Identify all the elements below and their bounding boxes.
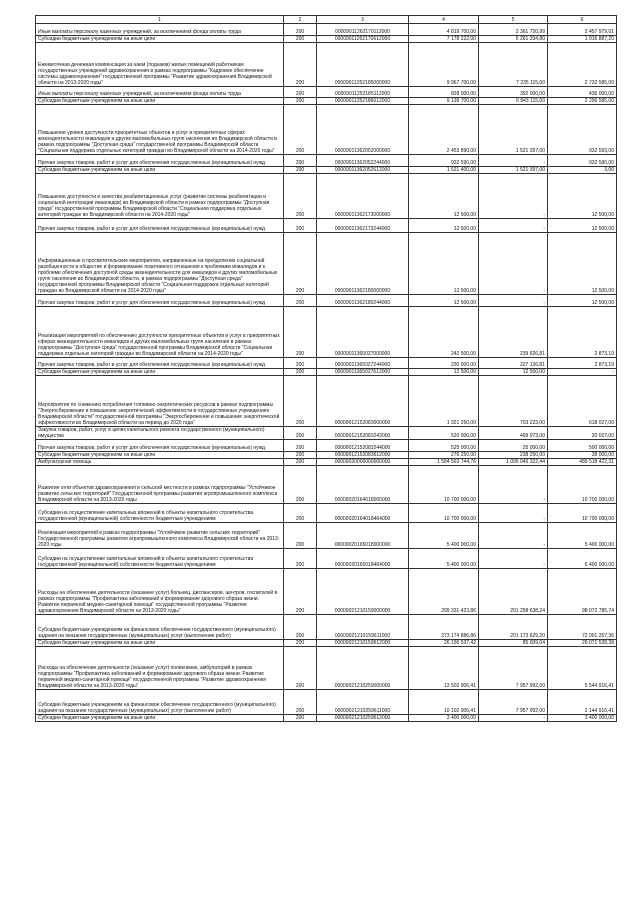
table-row xyxy=(36,219,617,233)
row-executed-cell: - xyxy=(479,523,548,549)
row-name-cell: Субсидии бюджетным учреждениям на иные цели xyxy=(36,36,284,43)
row-remaining-cell: 12 500,00 xyxy=(548,295,617,307)
row-code-cell: 00009011252186612000 xyxy=(317,98,409,105)
table-row xyxy=(36,615,617,640)
row-kvr-cell: 200 xyxy=(284,376,317,427)
row-code-cell: 00009012152083612000 xyxy=(317,452,409,459)
row-kvr-cell: 200 xyxy=(284,452,317,459)
row-executed-cell: 201 173 629,20 xyxy=(479,615,548,640)
row-code-cell: 00009020165018464000 xyxy=(317,549,409,569)
row-code-cell: 00009021210159000000 xyxy=(317,569,409,615)
row-executed-cell: 1 521 397,00 xyxy=(479,105,548,155)
row-approved-cell: 12 500,00 xyxy=(409,233,479,295)
row-code-cell: 00009011365027244000 xyxy=(317,358,409,369)
row-kvr-cell: 200 xyxy=(284,24,317,36)
row-executed-cell: 1 095 045 322,44 xyxy=(479,459,548,466)
row-name-cell: Субсидии бюджетным учреждениям на иные цели xyxy=(36,452,284,459)
row-approved-cell: 1 584 563 744,76 xyxy=(409,459,479,466)
row-remaining-cell: 12 500,00 xyxy=(548,219,617,233)
row-remaining-cell: 2 144 916,41 xyxy=(548,690,617,715)
row-name-cell: Прочая закупка товаров, работ и услуг для обеспечения государственных (муниципальных) нужд xyxy=(36,155,284,167)
row-code-cell: 00009012152083000000 xyxy=(317,376,409,427)
row-remaining-cell: 932 593,00 xyxy=(548,105,617,155)
table-row xyxy=(36,640,617,647)
row-code-cell: 00009012152083243000 xyxy=(317,427,409,440)
row-remaining-cell: 26 071 528,38 xyxy=(548,640,617,647)
row-kvr-cell: 200 xyxy=(284,105,317,155)
row-executed-cell: - xyxy=(479,219,548,233)
row-remaining-cell: 5 400 000,00 xyxy=(548,523,617,549)
row-kvr-cell: 200 xyxy=(284,358,317,369)
row-approved-cell: 525 000,00 xyxy=(409,440,479,452)
table-row xyxy=(36,155,617,167)
row-approved-cell: 4 819 700,00 xyxy=(409,24,479,36)
row-approved-cell: 7 178 222,00 xyxy=(409,36,479,43)
row-kvr-cell: 200 xyxy=(284,43,317,87)
row-approved-cell: 273 174 886,86 xyxy=(409,615,479,640)
row-name-cell: Субсидии на осуществление капитальных вложений в объекты капитального строительства государственной (муниципальной) собственности бюджетным учреждениям xyxy=(36,549,284,569)
row-executed-cell: 5 261 334,80 xyxy=(479,36,548,43)
table-row xyxy=(36,427,617,440)
row-code-cell: 00009011252185000000 xyxy=(317,43,409,87)
budget-report-page xyxy=(35,15,616,722)
row-code-cell: 00009011262170112000 xyxy=(317,24,409,36)
row-code-cell: 00009011362173000000 xyxy=(317,174,409,219)
row-kvr-cell: 200 xyxy=(284,640,317,647)
row-code-cell: 00009021210259612000 xyxy=(317,715,409,722)
table-row xyxy=(36,715,617,722)
row-approved-cell: 1 321 250,00 xyxy=(409,376,479,427)
row-name-cell: Расходы на обеспечение деятельности (оказание услуг) поликлиник, амбулаторий в рамках подпрограммы "Профилактика заболеваний и формирование здорового образа жизни. Развитие первичной медико-санитарной помощи" государственной программы "Развитие здравоохранения Владимирской области на 2013-2020 годы" xyxy=(36,647,284,690)
row-approved-cell: 299 331 423,86 xyxy=(409,569,479,615)
row-remaining-cell: - xyxy=(548,369,617,376)
table-row xyxy=(36,647,617,690)
row-approved-cell: 9 967 700,00 xyxy=(409,43,479,87)
row-code-cell: 00009020000000000000 xyxy=(317,459,409,466)
row-remaining-cell: 2 873,19 xyxy=(548,358,617,369)
row-kvr-cell: 200 xyxy=(284,233,317,295)
table-row xyxy=(36,440,617,452)
row-executed-cell: - xyxy=(479,155,548,167)
table-row xyxy=(36,358,617,369)
row-name-cell: Ежемесячная денежная компенсация за наем (поднаем) жилых помещений работникам государственных учреждений здравоохранения в рамках подпрограммы "Кадровое обеспечение системы здравоохранения" государственной программы "Развитие здравоохранения Владимирской области на 2013-2020 годы" xyxy=(36,43,284,87)
row-executed-cell: 392 000,00 xyxy=(479,87,548,98)
row-kvr-cell: 200 xyxy=(284,427,317,440)
row-executed-cell: - xyxy=(479,466,548,504)
row-executed-cell: 25 000,00 xyxy=(479,440,548,452)
row-approved-cell: 242 500,00 xyxy=(409,307,479,358)
row-name-cell: Субсидии бюджетным учреждениям на иные цели xyxy=(36,167,284,174)
row-approved-cell: 5 400 000,00 xyxy=(409,523,479,549)
row-name-cell: Амбулаторная помощь xyxy=(36,459,284,466)
row-executed-cell: - xyxy=(479,549,548,569)
table-row xyxy=(36,105,617,155)
row-name-cell: Реализация мероприятий в рамках подпрограммы "Устойчивое развитие сельских территорий" Государственной программы развития агропромышленного комплекса Владимирской области на 2013-2020 годы xyxy=(36,523,284,549)
table-body xyxy=(36,24,617,722)
row-remaining-cell: 12 500,00 xyxy=(548,174,617,219)
row-kvr-cell: 200 xyxy=(284,98,317,105)
budget-execution-table xyxy=(35,15,617,722)
row-name-cell: Иные выплаты персоналу казенных учреждений, за исключением фонда оплаты труда xyxy=(36,87,284,98)
row-approved-cell: 13 502 906,41 xyxy=(409,647,479,690)
row-kvr-cell: 200 xyxy=(284,523,317,549)
row-kvr-cell: 200 xyxy=(284,647,317,690)
row-approved-cell: 10 700 000,00 xyxy=(409,504,479,523)
row-approved-cell: 3 400 000,00 xyxy=(409,715,479,722)
table-row xyxy=(36,43,617,87)
row-remaining-cell: 436 000,00 xyxy=(548,87,617,98)
row-kvr-cell: 200 xyxy=(284,459,317,466)
row-kvr-cell: 200 xyxy=(284,307,317,358)
row-approved-cell: 828 000,00 xyxy=(409,87,479,98)
row-code-cell: 00009011362180244000 xyxy=(317,295,409,307)
row-approved-cell: 12 500,00 xyxy=(409,219,479,233)
row-executed-cell: 201 258 638,24 xyxy=(479,569,548,615)
row-name-cell: Субсидии бюджетным учреждениям на иные цели xyxy=(36,715,284,722)
row-kvr-cell: 200 xyxy=(284,369,317,376)
row-code-cell: 00009011262170612000 xyxy=(317,36,409,43)
table-row xyxy=(36,167,617,174)
row-name-cell: Субсидии бюджетным учреждениям на иные цели xyxy=(36,98,284,105)
row-remaining-cell: 5 400 000,00 xyxy=(548,549,617,569)
table-row xyxy=(36,466,617,504)
table-row xyxy=(36,295,617,307)
row-name-cell: Прочая закупка товаров, работ и услуг для обеспечения государственных (муниципальных) нужд xyxy=(36,358,284,369)
row-executed-cell: 7 957 992,00 xyxy=(479,647,548,690)
row-name-cell: Закупка товаров, работ, услуг в целях капитального ремонта государственного (муниципального) имущества xyxy=(36,427,284,440)
row-name-cell: Иные выплаты персоналу казенных учреждений, за исключением фонда оплаты труда xyxy=(36,24,284,36)
row-code-cell: 00009021210259000000 xyxy=(317,647,409,690)
row-code-cell: 00009020164018000000 xyxy=(317,466,409,504)
row-code-cell: 00009011252185112000 xyxy=(317,87,409,98)
row-code-cell: 00009012152083244000 xyxy=(317,440,409,452)
row-name-cell: Повышение доступности и качества реабилитационных услуг (развитие системы реабилитации и социальной интеграции инвалидов) во Владимирской области в рамках подпрограммы "Доступная среда" государственной программы Владимирской области "Социальная поддержка отдельных категорий граждан во Владимирской области на 2014-2020 годы" xyxy=(36,174,284,219)
row-remaining-cell: 12 500,00 xyxy=(548,233,617,295)
row-name-cell: Реализация мероприятий по обеспечению доступности приоритетных объектов и услуг в приоритетных сферах жизнедеятельности инвалидов и других маломобильных групп населения в рамках подпрограммы "Доступная среда" государственной программы Владимирской области "Социальная поддержка отдельных категорий граждан во Владимирской области на 2014-2020 годы" xyxy=(36,307,284,358)
row-kvr-cell: 200 xyxy=(284,174,317,219)
row-remaining-cell: 489 518 422,31 xyxy=(548,459,617,466)
row-executed-cell: 239 626,81 xyxy=(479,307,548,358)
row-executed-cell: 703 223,00 xyxy=(479,376,548,427)
row-remaining-cell: 38 000,00 xyxy=(548,452,617,459)
row-remaining-cell: 1 916 887,20 xyxy=(548,36,617,43)
row-kvr-cell: 200 xyxy=(284,615,317,640)
table-row xyxy=(36,174,617,219)
row-kvr-cell: 200 xyxy=(284,504,317,523)
row-approved-cell: 230 000,00 xyxy=(409,358,479,369)
row-executed-cell: 85 009,04 xyxy=(479,640,548,647)
row-kvr-cell: 200 xyxy=(284,167,317,174)
column-header-3: 3 xyxy=(317,16,409,24)
row-approved-cell: 10 102 906,41 xyxy=(409,690,479,715)
table-row xyxy=(36,98,617,105)
row-kvr-cell: 200 xyxy=(284,36,317,43)
row-name-cell: Развитие сети объектов здравоохранения в сельской местности в рамках подпрограммы "Устойчивое развитие сельских территорий" Государственной программы развития агропромышленного комплекса Владимирской области на 2013-2020 годы xyxy=(36,466,284,504)
row-name-cell: Прочая закупка товаров, работ и услуг для обеспечения государственных (муниципальных) нужд xyxy=(36,219,284,233)
row-code-cell: 00009011362173244000 xyxy=(317,219,409,233)
row-remaining-cell: 20 027,00 xyxy=(548,427,617,440)
row-code-cell: 00009021210159612000 xyxy=(317,640,409,647)
row-approved-cell: 12 500,00 xyxy=(409,295,479,307)
row-executed-cell: 12 500,00 xyxy=(479,369,548,376)
row-approved-cell: 932 590,00 xyxy=(409,155,479,167)
row-approved-cell: 1 521 400,00 xyxy=(409,167,479,174)
table-row xyxy=(36,24,617,36)
row-executed-cell: - xyxy=(479,504,548,523)
row-kvr-cell: 200 xyxy=(284,690,317,715)
row-name-cell: Субсидии на осуществление капитальных вложений в объекты капитального строительства государственной (муниципальной) собственности бюджетным учреждениям xyxy=(36,504,284,523)
row-remaining-cell: 5 544 916,41 xyxy=(548,647,617,690)
table-row xyxy=(36,376,617,427)
row-name-cell: Прочая закупка товаров, работ и услуг для обеспечения государственных (муниципальных) нужд xyxy=(36,440,284,452)
table-row xyxy=(36,36,617,43)
row-executed-cell: 6 843 115,00 xyxy=(479,98,548,105)
row-approved-cell: 276 250,00 xyxy=(409,452,479,459)
table-row xyxy=(36,369,617,376)
row-code-cell: 00009011362180000000 xyxy=(317,233,409,295)
row-approved-cell: 9 139 700,00 xyxy=(409,98,479,105)
row-code-cell: 00009011362052612000 xyxy=(317,167,409,174)
row-name-cell: Субсидии бюджетным учреждениям на финансовое обеспечение государственного (муниципального) задания на оказание государственных (муниципальных) услуг (выполнение работ) xyxy=(36,690,284,715)
row-name-cell: Субсидии бюджетным учреждениям на иные цели xyxy=(36,640,284,647)
row-remaining-cell: 10 700 000,00 xyxy=(548,504,617,523)
row-approved-cell: 26 156 537,42 xyxy=(409,640,479,647)
row-executed-cell: - xyxy=(479,174,548,219)
row-kvr-cell: 200 xyxy=(284,87,317,98)
row-remaining-cell: 98 072 785,74 xyxy=(548,569,617,615)
row-executed-cell: 2 361 720,99 xyxy=(479,24,548,36)
row-executed-cell: 7 235 115,00 xyxy=(479,43,548,87)
row-remaining-cell: 10 700 000,00 xyxy=(548,466,617,504)
row-approved-cell: 10 700 000,00 xyxy=(409,466,479,504)
table-row xyxy=(36,452,617,459)
row-executed-cell: 238 250,00 xyxy=(479,452,548,459)
row-executed-cell: 227 126,81 xyxy=(479,358,548,369)
row-name-cell: Расходы на обеспечение деятельности (оказание услуг) больниц, диспансеров, центров, госпиталей в рамках подпрограммы "Профилактика заболеваний и формирование здорового образа жизни. Развитие первичной медико-санитарной помощи" государственной программы "Развитие здравоохранения Владимирской области на 2013-2020 годы" xyxy=(36,569,284,615)
row-executed-cell: - xyxy=(479,233,548,295)
table-row xyxy=(36,523,617,549)
row-executed-cell: - xyxy=(479,295,548,307)
row-name-cell: Повышение уровня доступности приоритетных объектов и услуг в приоритетных сферах жизнедеятельности инвалидов и других маломобильных групп населения во Владимирской области в рамках подпрограммы "Доступная среда" государственной программы Владимирской области "Социальная поддержка отдельных категорий граждан во Владимирской области на 2014-2020 годы" xyxy=(36,105,284,155)
row-name-cell: Субсидии бюджетным учреждениям на финансовое обеспечение государственного (муниципального) задания на оказание государственных (муниципальных) услуг (выполнение работ) xyxy=(36,615,284,640)
row-executed-cell: 1 521 397,00 xyxy=(479,167,548,174)
row-name-cell: Информационные и просветительские мероприятия, направленные на преодоление социальной разобщенности в обществе и формирование позитивного отношения к проблемам инвалидов и к проблеме обеспечения доступной среды жизнедеятельности для инвалидов и других маломобильных групп населения во Владимирской области, в рамках подпрограммы "Доступная среда" государственной программы Владимирской области "Социальная поддержка отдельных категорий граждан во Владимирской области на 2014-2020 годы" xyxy=(36,233,284,295)
table-row xyxy=(36,87,617,98)
column-header-6: 6 xyxy=(548,16,617,24)
column-header-2: 2 xyxy=(284,16,317,24)
row-name-cell: Мероприятия по снижению потребления топливно-энергетических ресурсов в рамках подпрограммы "Энергосбережение и повышение энергетической эффективности в государственных учреждениях Владимирской области" государственной программы "Энергосбережение и повышение энергетической эффективности во Владимирской области на период до 2020 года" xyxy=(36,376,284,427)
row-approved-cell: 2 453 890,00 xyxy=(409,105,479,155)
row-remaining-cell: 72 001 257,36 xyxy=(548,615,617,640)
row-kvr-cell: 200 xyxy=(284,295,317,307)
row-kvr-cell: 200 xyxy=(284,440,317,452)
row-code-cell: 00009020164018464000 xyxy=(317,504,409,523)
row-kvr-cell: 200 xyxy=(284,466,317,504)
column-header-1: 1 xyxy=(36,16,284,24)
row-remaining-cell: 618 027,00 xyxy=(548,376,617,427)
row-name-cell: Прочая закупка товаров, работ и услуг для обеспечения государственных (муниципальных) нужд xyxy=(36,295,284,307)
table-row xyxy=(36,459,617,466)
row-code-cell: 00009021210259611000 xyxy=(317,690,409,715)
row-remaining-cell: 2 873,19 xyxy=(548,307,617,358)
row-approved-cell: 520 000,00 xyxy=(409,427,479,440)
row-remaining-cell: 3,00 xyxy=(548,167,617,174)
row-kvr-cell: 200 xyxy=(284,155,317,167)
row-executed-cell: 7 957 992,00 xyxy=(479,690,548,715)
row-code-cell: 00009011365027000000 xyxy=(317,307,409,358)
row-code-cell: 00009011362052244000 xyxy=(317,155,409,167)
column-header-4: 4 xyxy=(409,16,479,24)
row-name-cell: Субсидии бюджетным учреждениям на иные цели xyxy=(36,369,284,376)
column-header-5: 5 xyxy=(479,16,548,24)
table-row xyxy=(36,549,617,569)
row-approved-cell: 5 400 000,00 xyxy=(409,549,479,569)
row-executed-cell: - xyxy=(479,715,548,722)
row-approved-cell: 12 500,00 xyxy=(409,369,479,376)
row-kvr-cell: 200 xyxy=(284,549,317,569)
table-row xyxy=(36,504,617,523)
table-row xyxy=(36,307,617,358)
table-row xyxy=(36,569,617,615)
column-number-row xyxy=(36,16,617,24)
row-executed-cell: 499 973,00 xyxy=(479,427,548,440)
row-remaining-cell: 3 400 000,00 xyxy=(548,715,617,722)
row-kvr-cell: 200 xyxy=(284,715,317,722)
row-remaining-cell: 932 590,00 xyxy=(548,155,617,167)
row-kvr-cell: 200 xyxy=(284,219,317,233)
row-remaining-cell: 2 296 585,00 xyxy=(548,98,617,105)
row-code-cell: 00009011362052000000 xyxy=(317,105,409,155)
row-approved-cell: 12 500,00 xyxy=(409,174,479,219)
row-remaining-cell: 2 732 585,00 xyxy=(548,43,617,87)
row-code-cell: 00009011365027612000 xyxy=(317,369,409,376)
row-code-cell: 00009021210159611000 xyxy=(317,615,409,640)
table-row xyxy=(36,690,617,715)
row-kvr-cell: 200 xyxy=(284,569,317,615)
row-remaining-cell: 500 000,00 xyxy=(548,440,617,452)
row-remaining-cell: 2 457 979,01 xyxy=(548,24,617,36)
row-code-cell: 00009020165018000000 xyxy=(317,523,409,549)
table-row xyxy=(36,233,617,295)
